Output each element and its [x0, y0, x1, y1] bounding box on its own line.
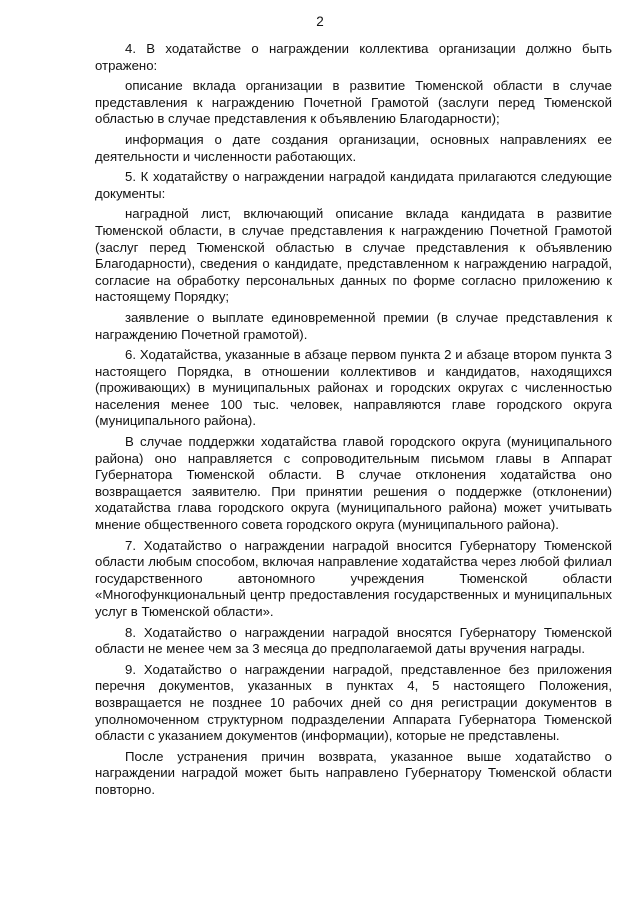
paragraph-head-support: В случае поддержки ходатайства главой городского округа (муниципального района) оно направляется с сопроводительным письмом главы в Аппарат Губернатора Тюменской области. В случае отклонения ходатайства оно возвращается заявителю. При принятии решения о поддержке (отклонении) ходатайства глава городского округа (муниципального района) может учитывать мнение общественного совета городского округа (муниципального района). [95, 434, 612, 533]
paragraph-item-8: 8. Ходатайство о награждении наградой вносятся Губернатору Тюменской области не менее чем за 3 месяца до предполагаемой даты вручения награды. [95, 624, 612, 657]
paragraph-award-sheet: наградной лист, включающий описание вклада кандидата в развитие Тюменской области, в случае представления к награждению Почетной Грамотой (заслуг перед Тюменской областью в случае представления к объявлению Благодарности), сведения о кандидате, представленном к награждению наградой, согласие на обработку персональных данных по форме согласно приложению к настоящему Порядку; [95, 206, 612, 305]
paragraph-organization-contribution: описание вклада организации в развитие Тюменской области в случае представления к награждению Почетной Грамотой (заслуги перед Тюменской областью в случае представления к объявлению Благодарности); [95, 78, 612, 127]
paragraph-item-9: 9. Ходатайство о награждении наградой, представленное без приложения перечня документов, указанных в пунктах 4, 5 настоящего Положения, возвращается не позднее 10 рабочих дней со дня регистрации документов в уполномоченном структурном подразделении Аппарата Губернатора Тюменской области с указанием документов (информации), которые не представлены. [95, 661, 612, 744]
page-number: 2 [316, 14, 324, 29]
document-body [95, 41, 612, 803]
paragraph-item-6: 6. Ходатайства, указанные в абзаце первом пункта 2 и абзаце втором пункта 3 настоящего Порядка, в отношении коллективов и кандидатов, находящихся (проживающих) в муниципальных районах и городских округах с численностью населения менее 100 тыс. человек, направляются главе городского округа (муниципального района). [95, 347, 612, 429]
paragraph-item-5: 5. К ходатайству о награждении наградой кандидата прилагаются следующие документы: [95, 169, 612, 201]
paragraph-bonus-application: заявление о выплате единовременной премии (в случае представления к награждению Почетной грамотой). [95, 309, 612, 342]
paragraph-organization-info: информация о дате создания организации, основных направлениях ее деятельности и численности работающих. [95, 131, 612, 164]
paragraph-item-4: 4. В ходатайстве о награждении коллектива организации должно быть отражено: [95, 41, 612, 73]
paragraph-item-7: 7. Ходатайство о награждении наградой вносится Губернатору Тюменской области любым способом, включая направление ходатайства через любой филиал государственного автономного учреждения Тюменской области «Многофункциональный центр предоставления государственных и муниципальных услуг в Тюменской области». [95, 537, 612, 619]
paragraph-resubmission: После устранения причин возврата, указанное выше ходатайство о награждении наградой может быть направлено Губернатору Тюменской области повторно. [95, 748, 612, 797]
